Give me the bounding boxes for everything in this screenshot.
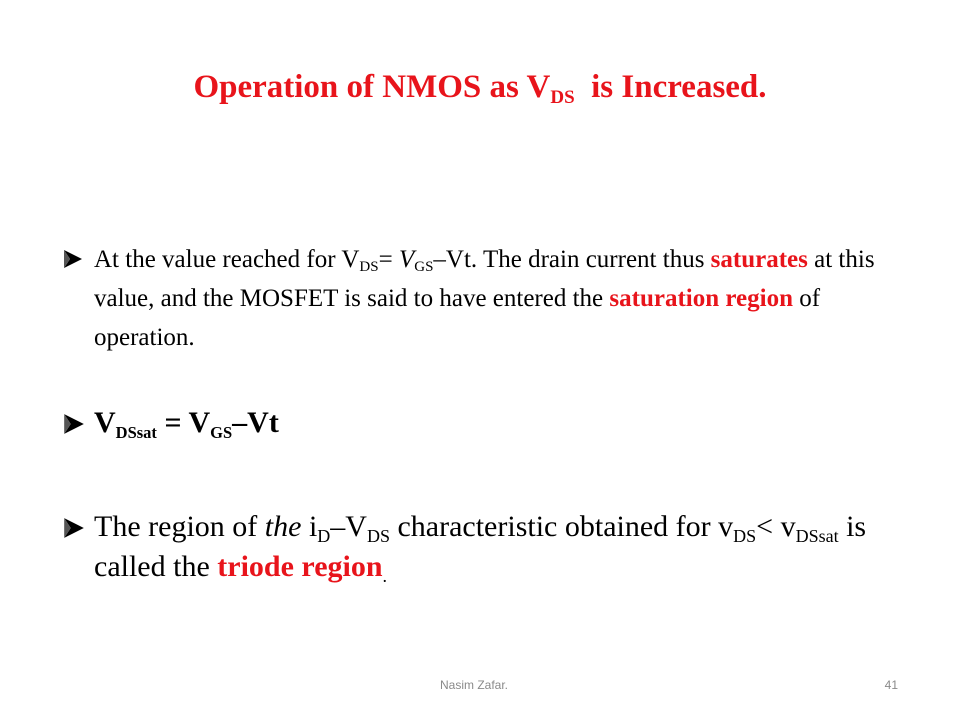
italic-run: V [398,246,415,273]
subscript: DS [733,526,757,546]
title-main: Operation of NMOS as V [193,69,551,105]
bullet-vdssat-equation [62,403,902,443]
text-run: i [301,510,318,543]
subscript: DS [359,259,379,275]
text-run: –Vt. The drain current thus [433,246,711,273]
subscript: DS [366,526,390,546]
text-run: of operation. [94,285,827,351]
title-subscript: DS [550,87,575,108]
footer-author: Nasim Zafar. [440,678,509,692]
subscript: . [382,566,388,586]
title-tail: is Increased. [574,69,767,105]
text-run: = [378,246,399,273]
text-run: At the value reached for V [94,246,360,273]
subscript: DSsat [795,526,839,546]
italic-run: the [264,510,302,543]
highlight-saturates: saturates [710,246,808,273]
bullet-text [94,240,902,357]
text-run: at this value, and the MOSFET is said to have entered the [94,246,881,312]
highlight-triode-region: triode region [217,550,383,583]
bullet-text [94,403,902,443]
bullet-saturation [62,240,902,357]
bullet-triode-region [62,507,902,587]
subscript: GS [414,259,434,275]
text-run: < v [756,510,796,543]
bullet-text [94,507,902,587]
text-run: = V [156,406,211,439]
arrow-bullet-icon [62,517,88,539]
highlight-saturation-region: saturation region [609,285,793,312]
arrow-bullet-icon [62,413,88,435]
text-run: –Vt [232,406,279,439]
subscript: D [317,526,331,546]
text-run: is called the [94,510,874,583]
text-run: The region of [94,510,265,543]
page-number: 41 [884,678,898,692]
arrow-bullet-icon [62,249,88,269]
text-run: V [94,406,116,439]
text-run: characteristic obtained for v [389,510,734,543]
text-run: –V [330,510,367,543]
slide-title [0,68,960,108]
subscript: DSsat [115,423,157,442]
subscript: GS [210,423,233,442]
